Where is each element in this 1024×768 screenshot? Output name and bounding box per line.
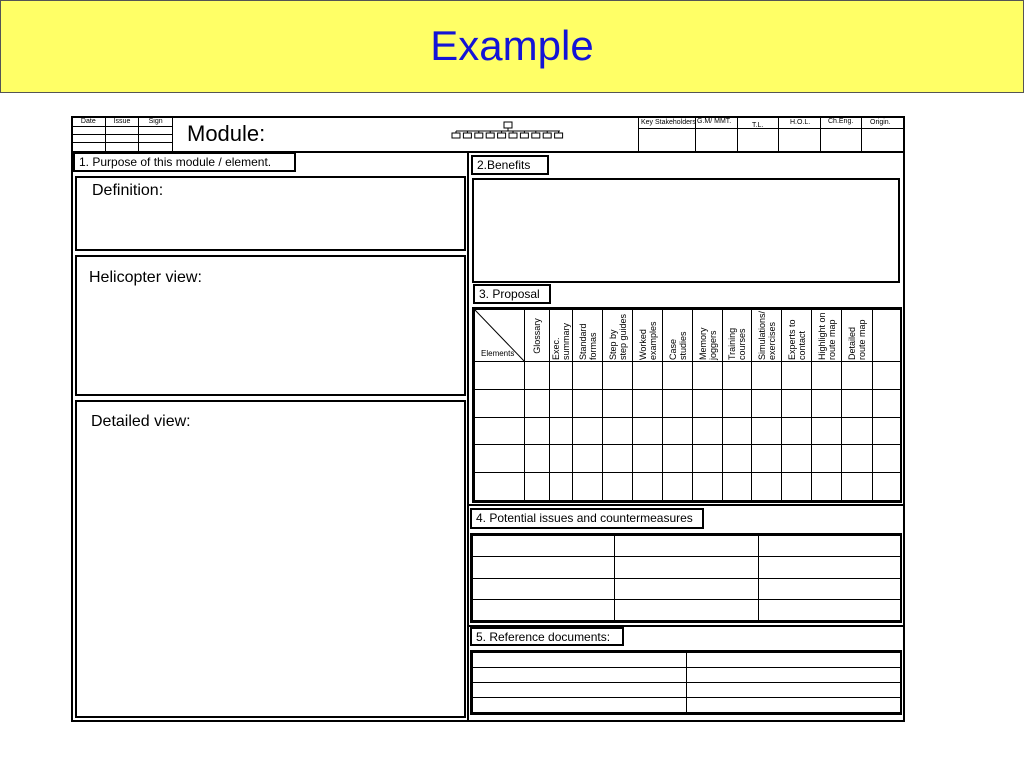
issues-row [473, 599, 901, 620]
proposal-column-header [525, 310, 550, 362]
proposal-cell[interactable] [842, 389, 873, 417]
approval-origin: Origin. [870, 119, 891, 126]
references-label: 5. Reference documents: [470, 627, 624, 646]
proposal-cell[interactable] [525, 362, 550, 390]
proposal-cell[interactable] [812, 362, 842, 390]
proposal-cell[interactable] [723, 417, 752, 445]
proposal-cell[interactable] [525, 417, 550, 445]
proposal-column-label: Experts to contact [786, 319, 807, 360]
proposal-cell[interactable] [633, 362, 663, 390]
proposal-row [475, 417, 901, 445]
proposal-column-label: Memory joggers [697, 327, 718, 360]
proposal-cell[interactable] [812, 417, 842, 445]
proposal-row [475, 473, 901, 501]
proposal-column-header [812, 310, 842, 362]
proposal-cell[interactable] [873, 473, 901, 501]
signoff-cell[interactable] [72, 135, 106, 143]
proposal-cell[interactable] [525, 389, 550, 417]
issues-row [473, 557, 901, 578]
issues-table-frame [470, 533, 902, 623]
proposal-cell[interactable] [782, 389, 812, 417]
proposal-column-header [873, 310, 901, 362]
proposal-cell[interactable] [752, 389, 782, 417]
signoff-cell[interactable] [105, 143, 139, 153]
proposal-cell[interactable] [723, 445, 752, 473]
proposal-row [475, 445, 901, 473]
proposal-cell[interactable] [723, 389, 752, 417]
signoff-cell[interactable] [139, 143, 173, 153]
benefits-label: 2.Benefits [471, 155, 549, 175]
issues-cell[interactable] [473, 578, 615, 599]
proposal-row [475, 389, 901, 417]
proposal-cell[interactable] [782, 473, 812, 501]
issues-cell[interactable] [615, 599, 759, 620]
signoff-cell[interactable] [139, 135, 173, 143]
proposal-cell[interactable] [633, 445, 663, 473]
proposal-cell[interactable] [752, 473, 782, 501]
proposal-row [475, 362, 901, 390]
proposal-cell[interactable] [633, 473, 663, 501]
issues-cell[interactable] [759, 578, 901, 599]
references-cell[interactable] [687, 653, 901, 668]
proposal-cell[interactable] [573, 417, 603, 445]
proposal-cell[interactable] [782, 417, 812, 445]
proposal-cell[interactable] [603, 445, 633, 473]
proposal-column-label: Highlight on route map [816, 312, 837, 360]
proposal-cell[interactable] [693, 389, 723, 417]
module-label: Module: [187, 121, 266, 146]
proposal-column-label: Simulations/ exercises [756, 310, 777, 360]
approval-sign-cell[interactable] [738, 129, 777, 151]
proposal-cell[interactable] [573, 362, 603, 390]
issues-cell[interactable] [759, 536, 901, 557]
proposal-cell[interactable] [573, 389, 603, 417]
approval-gm-mmt: G.M/ MMT. [697, 118, 732, 125]
approval-ch-eng: Ch.Eng. [828, 118, 854, 125]
proposal-cell[interactable] [603, 473, 633, 501]
approval-sign-cell[interactable] [640, 129, 694, 151]
proposal-cell[interactable] [525, 473, 550, 501]
references-cell[interactable] [687, 668, 901, 683]
proposal-cell[interactable] [693, 473, 723, 501]
proposal-matrix [472, 307, 902, 503]
proposal-cell[interactable] [475, 417, 525, 445]
proposal-cell[interactable] [752, 445, 782, 473]
purpose-label: 1. Purpose of this module / element. [73, 152, 296, 172]
proposal-cell[interactable] [633, 417, 663, 445]
proposal-cell[interactable] [693, 417, 723, 445]
proposal-cell[interactable] [693, 445, 723, 473]
proposal-cell[interactable] [663, 417, 693, 445]
proposal-cell[interactable] [873, 445, 901, 473]
proposal-cell[interactable] [782, 445, 812, 473]
benefits-box[interactable] [472, 178, 900, 283]
references-row [473, 683, 901, 698]
proposal-label: 3. Proposal [473, 284, 551, 304]
proposal-column-label: Case studies [667, 331, 688, 360]
proposal-cell[interactable] [752, 417, 782, 445]
proposal-cell[interactable] [603, 417, 633, 445]
proposal-corner-cell [475, 310, 525, 362]
slide-title: Example [430, 22, 594, 69]
proposal-column-label: Glossary [532, 318, 542, 354]
issues-cell[interactable] [473, 557, 615, 578]
proposal-cell[interactable] [633, 389, 663, 417]
signoff-cell[interactable] [105, 135, 139, 143]
signoff-sign-header: Sign [139, 117, 173, 127]
proposal-cell[interactable] [550, 362, 573, 390]
issues-cell[interactable] [615, 536, 759, 557]
proposal-column-label: Step by step guides [607, 313, 628, 360]
proposal-cell[interactable] [873, 362, 901, 390]
proposal-table [474, 309, 901, 501]
proposal-column-header [573, 310, 603, 362]
signoff-cell[interactable] [105, 127, 139, 135]
proposal-cell[interactable] [842, 473, 873, 501]
approval-key-stakeholders: Key Stakeholders [641, 119, 696, 126]
proposal-cell[interactable] [842, 445, 873, 473]
org-chart-icon [450, 121, 568, 139]
definition-label: Definition: [92, 182, 164, 199]
approval-sign-cell[interactable] [821, 129, 860, 151]
issues-cell[interactable] [473, 536, 615, 557]
references-row [473, 668, 901, 683]
proposal-column-label: Exec. summary [551, 322, 571, 360]
approval-tl: T.L. [752, 122, 764, 129]
references-table-frame [470, 650, 902, 715]
issues-divider [467, 504, 905, 506]
proposal-column-header [752, 310, 782, 362]
references-cell[interactable] [473, 698, 687, 713]
references-cell[interactable] [687, 683, 901, 698]
approval-sign-cell[interactable] [779, 129, 819, 151]
proposal-cell[interactable] [550, 389, 573, 417]
approval-sign-cell[interactable] [696, 129, 736, 151]
proposal-column-header [633, 310, 663, 362]
proposal-cell[interactable] [663, 473, 693, 501]
references-row [473, 698, 901, 713]
proposal-cell[interactable] [475, 445, 525, 473]
helicopter-view-label: Helicopter view: [89, 269, 202, 286]
proposal-cell[interactable] [842, 362, 873, 390]
proposal-cell[interactable] [663, 389, 693, 417]
signoff-date-header: Date [72, 117, 106, 127]
proposal-cell[interactable] [842, 417, 873, 445]
references-cell[interactable] [473, 683, 687, 698]
signoff-grid [71, 116, 173, 152]
signoff-issue-header: Issue [105, 117, 139, 127]
proposal-cell[interactable] [723, 362, 752, 390]
detailed-view-box[interactable] [75, 400, 466, 718]
approval-sign-cell[interactable] [862, 129, 904, 151]
signoff-cell[interactable] [139, 127, 173, 135]
proposal-cell[interactable] [812, 389, 842, 417]
proposal-cell[interactable] [693, 362, 723, 390]
references-table [472, 652, 901, 713]
issues-cell[interactable] [759, 557, 901, 578]
proposal-cell[interactable] [603, 389, 633, 417]
proposal-cell[interactable] [663, 362, 693, 390]
proposal-cell[interactable] [782, 362, 812, 390]
references-cell[interactable] [687, 698, 901, 713]
issues-cell[interactable] [759, 599, 901, 620]
proposal-cell[interactable] [873, 417, 901, 445]
approval-hol: H.O.L. [790, 119, 811, 126]
signoff-cell[interactable] [72, 127, 106, 135]
proposal-column-header [693, 310, 723, 362]
proposal-cell[interactable] [550, 417, 573, 445]
proposal-column-header [842, 310, 873, 362]
proposal-cell[interactable] [475, 473, 525, 501]
proposal-cell[interactable] [475, 362, 525, 390]
proposal-column-header [603, 310, 633, 362]
issues-row [473, 536, 901, 557]
signoff-cell[interactable] [72, 143, 106, 153]
proposal-cell[interactable] [603, 362, 633, 390]
proposal-cell[interactable] [723, 473, 752, 501]
proposal-cell[interactable] [812, 445, 842, 473]
proposal-corner-label: Elements [481, 349, 515, 358]
proposal-column-header [663, 310, 693, 362]
proposal-cell[interactable] [550, 473, 573, 501]
proposal-cell[interactable] [752, 362, 782, 390]
proposal-cell[interactable] [525, 445, 550, 473]
proposal-column-label: Detailed route map [847, 319, 867, 360]
proposal-cell[interactable] [550, 445, 573, 473]
issues-cell[interactable] [615, 578, 759, 599]
proposal-cell[interactable] [475, 389, 525, 417]
proposal-cell[interactable] [573, 445, 603, 473]
proposal-cell[interactable] [812, 473, 842, 501]
proposal-column-header [723, 310, 752, 362]
proposal-column-header [782, 310, 812, 362]
issues-table [472, 535, 901, 621]
issues-row [473, 578, 901, 599]
proposal-column-label: Standard formas [577, 323, 598, 360]
proposal-header-row [475, 310, 901, 362]
proposal-column-header [550, 310, 573, 362]
proposal-cell[interactable] [573, 473, 603, 501]
issues-cell[interactable] [615, 557, 759, 578]
issues-cell[interactable] [473, 599, 615, 620]
proposal-column-label: Training courses [727, 327, 747, 360]
center-divider [467, 151, 469, 722]
proposal-cell[interactable] [873, 389, 901, 417]
issues-label: 4. Potential issues and countermeasures [470, 508, 704, 529]
references-cell[interactable] [473, 668, 687, 683]
references-row [473, 653, 901, 668]
detailed-view-label: Detailed view: [91, 413, 191, 430]
proposal-column-label: Worked examples [637, 321, 658, 360]
references-cell[interactable] [473, 653, 687, 668]
proposal-cell[interactable] [663, 445, 693, 473]
